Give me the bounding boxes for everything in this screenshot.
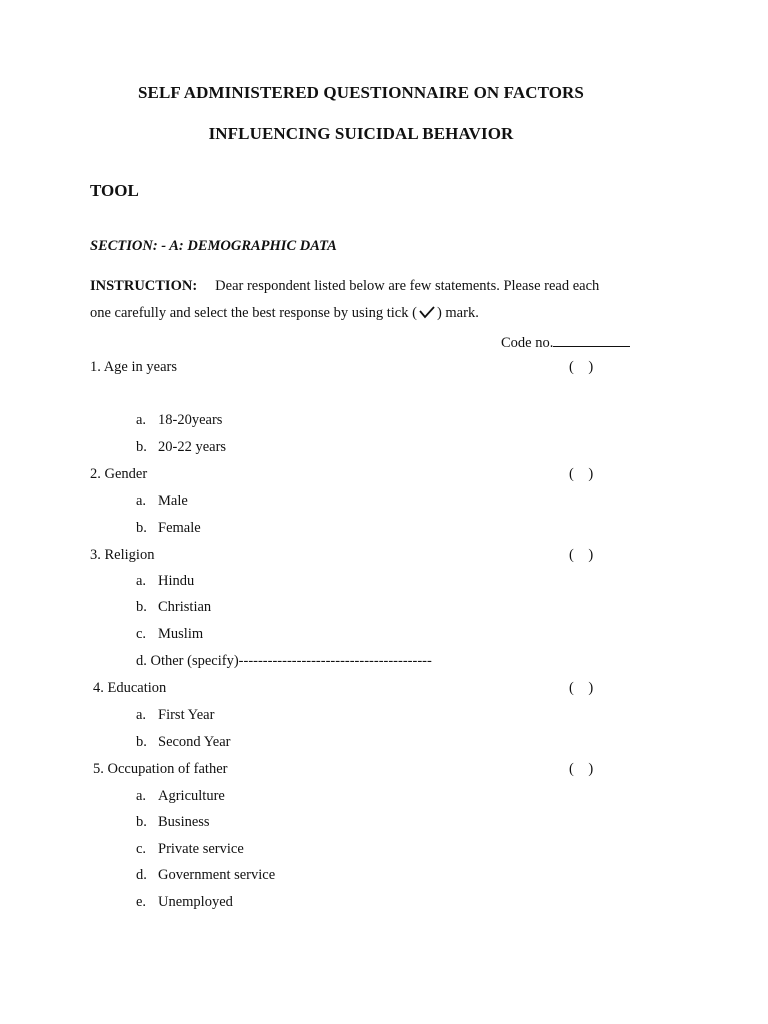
answer-box-age[interactable]: ( ) bbox=[569, 359, 594, 375]
option-religion-other[interactable]: d. Other (specify)---------------------------------------- bbox=[136, 653, 432, 669]
answer-box-gender[interactable]: ( ) bbox=[569, 466, 594, 482]
question-occupation-father: 5. Occupation of father bbox=[93, 761, 228, 777]
question-religion: 3. Religion bbox=[90, 547, 155, 563]
instruction-text-2b: ) mark. bbox=[436, 305, 479, 321]
answer-box-occupation-father[interactable]: ( ) bbox=[569, 761, 594, 777]
instruction-line-1 bbox=[90, 278, 599, 295]
code-number-label: Code no. bbox=[501, 335, 554, 351]
answer-box-religion[interactable]: ( ) bbox=[569, 547, 594, 563]
instruction-line-2 bbox=[90, 305, 479, 324]
code-number bbox=[501, 332, 630, 352]
check-mark-icon bbox=[418, 305, 436, 324]
tool-heading: TOOL bbox=[90, 181, 139, 200]
question-gender: 2. Gender bbox=[90, 466, 148, 482]
instruction-text-1: Dear respondent listed below are few statements. Please read each bbox=[215, 278, 600, 294]
questionnaire-page: SELF ADMINISTERED QUESTIONNAIRE ON FACTORS INFLUENCING SUICIDAL BEHAVIOR TOOL SECTION: - A: DEMOGRAPHIC DATA INSTRUCTION: Dear respondent listed below are few statements. Please read each one carefully and select the best response by using tick ( ) mark. Code no. 1. Age in years ( ) a. 18-20years b. 20-22 years 2. Gender ( ) a. Male b. Female 3. Religion ( ) a. Hindu b. Christian c. Muslim d. Other (specify)---------------------------------------- 4. Education ( ) a. First Year b. Second Year 5. Occupation of father ( ) a. Agriculture b. Business c. Private service d. Government service e. Unemployed bbox=[0, 0, 768, 1024]
question-age: 1. Age in years bbox=[90, 359, 177, 375]
code-number-field[interactable] bbox=[553, 332, 630, 347]
title-line-1: SELF ADMINISTERED QUESTIONNAIRE ON FACTORS bbox=[138, 83, 584, 102]
instruction-text-2a: one carefully and select the best response by using tick ( bbox=[90, 305, 417, 321]
section-heading: SECTION: - A: DEMOGRAPHIC DATA bbox=[90, 238, 337, 254]
instruction-label: INSTRUCTION: bbox=[90, 278, 198, 294]
answer-box-education[interactable]: ( ) bbox=[569, 680, 594, 696]
title-line-2: INFLUENCING SUICIDAL BEHAVIOR bbox=[208, 124, 514, 143]
question-education: 4. Education bbox=[93, 680, 167, 696]
